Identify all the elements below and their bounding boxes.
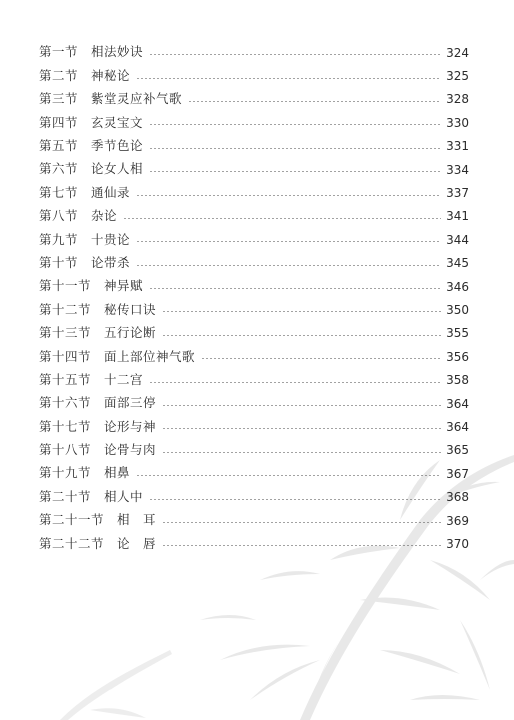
dot-leader bbox=[149, 382, 441, 383]
toc-row[interactable] bbox=[39, 252, 469, 275]
toc-title: 论骨与肉 bbox=[104, 442, 157, 458]
toc-section: 第十五节 bbox=[39, 371, 92, 387]
toc-row[interactable] bbox=[39, 205, 469, 228]
dot-leader bbox=[136, 265, 441, 266]
toc-title: 神秘论 bbox=[91, 67, 131, 83]
toc-row[interactable] bbox=[39, 158, 469, 181]
toc-row[interactable] bbox=[39, 228, 469, 251]
dot-leader bbox=[149, 288, 441, 289]
toc-title: 论 唇 bbox=[117, 535, 157, 551]
toc-title: 秘传口诀 bbox=[104, 301, 157, 317]
toc-title: 五行论断 bbox=[104, 325, 157, 341]
toc-page-number: 330 bbox=[446, 115, 469, 130]
toc-page-number: 344 bbox=[446, 232, 469, 247]
toc-row[interactable] bbox=[39, 64, 469, 87]
toc-title: 通仙录 bbox=[91, 184, 131, 200]
dot-leader bbox=[136, 78, 441, 79]
dot-leader bbox=[149, 124, 441, 125]
toc-page-number: 331 bbox=[446, 139, 469, 154]
toc-row[interactable] bbox=[39, 322, 469, 345]
dot-leader bbox=[201, 358, 441, 359]
dot-leader bbox=[149, 171, 441, 172]
toc-row[interactable] bbox=[39, 415, 469, 438]
toc-row[interactable] bbox=[39, 88, 469, 111]
toc-row[interactable] bbox=[39, 181, 469, 204]
dot-leader bbox=[136, 475, 441, 476]
toc-page-number: 341 bbox=[446, 209, 469, 224]
toc-page-number: 367 bbox=[446, 466, 469, 481]
toc-page-number: 346 bbox=[446, 279, 469, 294]
toc-section: 第二节 bbox=[39, 67, 79, 83]
toc-section: 第二十一节 bbox=[39, 512, 105, 528]
toc-page-number: 369 bbox=[446, 513, 469, 528]
toc-page-number: 355 bbox=[446, 326, 469, 341]
toc-row[interactable] bbox=[39, 462, 469, 485]
toc-section: 第十三节 bbox=[39, 325, 92, 341]
dot-leader bbox=[162, 335, 441, 336]
toc-title: 玄灵宝文 bbox=[91, 114, 144, 130]
toc-row[interactable] bbox=[39, 275, 469, 298]
toc-page-number: 350 bbox=[446, 302, 469, 317]
toc-section: 第四节 bbox=[39, 114, 79, 130]
toc-row[interactable] bbox=[39, 111, 469, 134]
toc-section: 第六节 bbox=[39, 161, 79, 177]
toc-section: 第十七节 bbox=[39, 418, 92, 434]
toc-page-number: 358 bbox=[446, 373, 469, 388]
toc-page-number: 365 bbox=[446, 443, 469, 458]
toc-section: 第十四节 bbox=[39, 348, 92, 364]
toc-section: 第十节 bbox=[39, 254, 79, 270]
toc-section: 第五节 bbox=[39, 138, 79, 153]
toc-page-number: 370 bbox=[446, 536, 469, 551]
toc-page-number: 337 bbox=[446, 186, 469, 201]
toc-page-number: 324 bbox=[446, 45, 469, 60]
dot-leader bbox=[162, 452, 441, 453]
toc-row[interactable] bbox=[39, 439, 469, 462]
toc-title: 论形与神 bbox=[104, 418, 157, 434]
toc-row[interactable] bbox=[39, 135, 469, 158]
toc-section: 第一节 bbox=[39, 44, 79, 60]
toc-title: 面上部位神气歌 bbox=[104, 348, 196, 364]
toc-page-number: 364 bbox=[446, 419, 469, 434]
toc-section: 第十二节 bbox=[39, 301, 92, 317]
toc-title: 面部三停 bbox=[104, 395, 157, 411]
toc-section: 第十六节 bbox=[39, 395, 92, 411]
dot-leader bbox=[149, 54, 441, 55]
dot-leader bbox=[188, 101, 441, 102]
toc-section: 第三节 bbox=[39, 91, 79, 107]
toc-row[interactable] bbox=[39, 368, 469, 391]
dot-leader bbox=[136, 241, 441, 242]
toc-title: 紫堂灵应补气歌 bbox=[91, 91, 183, 107]
toc-title: 相 耳 bbox=[117, 512, 157, 528]
toc-page-number: 356 bbox=[446, 349, 469, 364]
toc-title: 相鼻 bbox=[104, 465, 131, 481]
toc-page-number: 325 bbox=[446, 69, 469, 84]
dot-leader bbox=[149, 148, 441, 149]
toc-title: 论带杀 bbox=[91, 254, 131, 270]
toc-section: 第十一节 bbox=[39, 278, 92, 294]
toc-section: 第二十二节 bbox=[39, 535, 105, 551]
dot-leader bbox=[136, 195, 441, 196]
dot-leader bbox=[149, 499, 441, 500]
toc-row[interactable] bbox=[39, 485, 469, 508]
toc-page-number: 345 bbox=[446, 256, 469, 271]
toc-row[interactable] bbox=[39, 532, 469, 555]
toc-row[interactable] bbox=[39, 298, 469, 321]
toc-page-number: 328 bbox=[446, 92, 469, 107]
table-of-contents bbox=[39, 41, 469, 556]
toc-row[interactable] bbox=[39, 509, 469, 532]
toc-page-number: 334 bbox=[446, 162, 469, 177]
toc-title: 杂论 bbox=[91, 208, 118, 224]
toc-section: 第八节 bbox=[39, 208, 79, 224]
toc-section: 第二十节 bbox=[39, 488, 92, 504]
toc-title: 神异赋 bbox=[104, 278, 144, 294]
dot-leader bbox=[162, 405, 441, 406]
toc-title: 十二宫 bbox=[104, 371, 144, 387]
toc-row[interactable] bbox=[39, 392, 469, 415]
toc-row[interactable] bbox=[39, 41, 469, 64]
toc-title: 季节色论 bbox=[91, 138, 144, 153]
toc-page-number: 368 bbox=[446, 490, 469, 505]
toc-section: 第十九节 bbox=[39, 465, 92, 481]
toc-title: 十贵论 bbox=[91, 231, 131, 247]
toc-section: 第十八节 bbox=[39, 442, 92, 458]
dot-leader bbox=[162, 545, 441, 546]
dot-leader bbox=[162, 522, 441, 523]
dot-leader bbox=[162, 428, 441, 429]
toc-title: 论女人相 bbox=[91, 161, 144, 177]
dot-leader bbox=[162, 311, 441, 312]
toc-section: 第九节 bbox=[39, 231, 79, 247]
dot-leader bbox=[123, 218, 441, 219]
toc-title: 相法妙诀 bbox=[91, 44, 144, 60]
toc-row[interactable] bbox=[39, 345, 469, 368]
toc-title: 相人中 bbox=[104, 488, 144, 504]
toc-page-number: 364 bbox=[446, 396, 469, 411]
toc-section: 第七节 bbox=[39, 184, 79, 200]
